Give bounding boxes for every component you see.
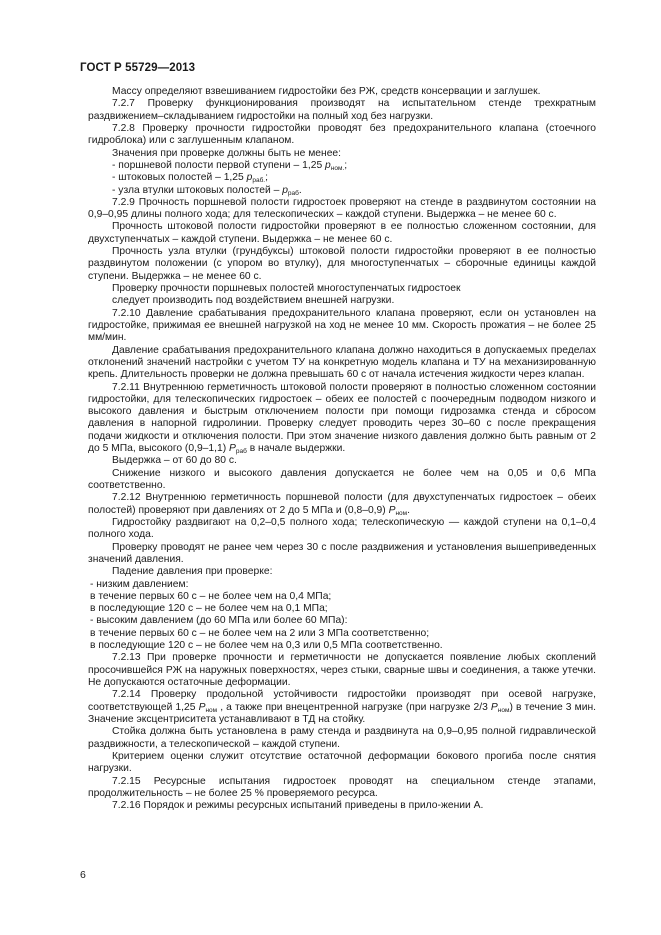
paragraph: Проверку проводят не ранее чем через 30 с после раздвижения и установления вышеприведенных значений давления. xyxy=(88,541,596,565)
list-item: в последующие 120 с – не более чем на 0,1 МПа; xyxy=(90,603,328,615)
list-item: - штоковых полостей – 1,25 $p_{раб.}$; xyxy=(112,172,268,185)
paragraph: Проверку прочности поршневых полостей многоступенчатых гидростоек xyxy=(112,283,461,294)
paragraph: Выдержка – от 60 до 80 с. xyxy=(112,455,237,467)
list-item: - высоким давлением (до 60 МПа или более 60 МПа): xyxy=(90,615,348,627)
paragraph: Прочность узла втулки (грундбуксы) штоковой полости гидростойки проверяют в ее полностью раздвинутом положении (с упором во втулку), для многоступенчатых – сборочные единицы каждой ступени. Выдержка – не менее 60 с. xyxy=(88,246,596,282)
clause-7-2-14: 7.2.14 Проверку продольной устойчивости гидростойки производят при осевой нагрузке, соответствующей 1,25 $P_{ном}$ , а также при внецентренной нагрузке (при нагрузке 2/3 $P_{ном}$) в течение 3 мин. Значение эксцентриситета устанавливают в ТД на стойку. xyxy=(88,689,596,725)
list-item: - низким давлением: xyxy=(90,578,189,590)
list-item: в последующие 120 с – не более чем на 0,3 или 0,5 МПа соответственно. xyxy=(90,640,443,652)
paragraph: Падение давления при проверке: xyxy=(112,566,273,578)
clause-7-2-9: 7.2.9 Прочность поршневой полости гидростоек проверяют на стенде в раздвинутом состоянии на 0,9–0,95 длины полного хода; для телескопических – каждой ступени. Выдержка – не менее 60 с. xyxy=(88,196,596,221)
clause-7-2-11: 7.2.11 Внутреннюю герметичность штоковой полости проверяют в полностью сложенном состоянии гидростойки, для телескопических гидростоек – обеих ее полостей с поочередным подводом низкого и высокого давления и быстрым отключением полости при помощи гидрозамка стенда и сбросом давления в напорной гидролинии. Проверку следует проводить через 30–60 с после прекращения подачи жидкости и отключения полости. При этом значение низкого давления должно быть равным от 2 до 5 МПа, высокого (0,9–1,1) $P_{раб}$ в начале выдержки. xyxy=(88,381,596,456)
paragraph: Прочность штоковой полости гидростойки проверяют в ее полностью сложенном состоянии, для двухступенчатых – каждой ступени. Выдержка – не менее 60 с. xyxy=(88,221,596,245)
page-number: 6 xyxy=(80,869,86,881)
clause-7-2-8: 7.2.8 Проверку прочности гидростойки проводят без предохранительного клапана (стоечного гидроблока) или с заглушенным клапаном. xyxy=(88,122,596,147)
paragraph: Стойка должна быть установлена в раму стенда и раздвинута на 0,9–0,95 полной гидравлической раздвижности, а телескопической – каждой ступени. xyxy=(88,726,596,750)
clause-7-2-12: 7.2.12 Внутреннюю герметичность поршневой полости (для двухступенчатых гидростоек – обеих полостей) проверяют при давлениях от 2 до 5 МПа и (0,8–0,9) $P_{ном}$. xyxy=(88,492,596,517)
paragraph: Давление срабатывания предохранительного клапана должно находиться в допускаемых пределах отклонений значений настройки с учетом ТУ на конкретную модель клапана и ТУ на механизированную крепь. Длительность проверки не должна превышать 60 с от начала истечения жидкости через клапан. xyxy=(88,344,596,381)
list-item: в течение первых 60 с – не более чем на 2 или 3 МПа соответственно; xyxy=(90,627,430,639)
clause-7-2-16: 7.2.16 Порядок и режимы ресурсных испытаний приведены в прило-жении А. xyxy=(112,800,484,812)
clause-7-2-15: 7.2.15 Ресурсные испытания гидростоек проводят на специальном стенде этапами, продолжительность – не более 25 % проверяемого ресурса. xyxy=(88,775,596,799)
list-item: - узла втулки штоковых полостей – $p_{раб}$. xyxy=(112,184,302,197)
paragraph: Снижение низкого и высокого давления допускается не более чем на 0,05 и 0,6 МПа соответственно. xyxy=(88,467,596,491)
paragraph: Значения при проверке должны быть не менее: xyxy=(112,147,342,159)
list-item: - поршневой полости первой ступени – 1,25 $p_{ном.}$; xyxy=(112,159,348,172)
clause-7-2-7: 7.2.7 Проверку функционирования производят на испытательном стенде трехкратным раздвижением–складыванием гидростойки на полный ход без нагрузки. xyxy=(88,98,596,122)
document-body xyxy=(88,86,596,812)
paragraph: следует производить под воздействием внешней нагрузки. xyxy=(112,295,395,307)
clause-7-2-13: 7.2.13 При проверке прочности и герметичности не допускается появление любых скоплений просочившейся РЖ на наружных поверхностях, через стыки, сварные швы и соединения, а также утечки. Не допускаются остаточные деформации. xyxy=(88,652,596,688)
list-item: в течение первых 60 с – не более чем на 0,4 МПа; xyxy=(90,590,332,602)
document-header: ГОСТ Р 55729—2013 xyxy=(80,62,196,74)
paragraph: Массу определяют взвешиванием гидростойки без РЖ, средств консервации и заглушек. xyxy=(112,86,541,97)
paragraph: Гидростойку раздвигают на 0,2–0,5 полного хода; телескопическую — каждой ступени на 0,1–0,4 полного хода. xyxy=(88,516,596,541)
clause-7-2-10: 7.2.10 Давление срабатывания предохранительного клапана проверяют, если он установлен на гидростойке, прижимая ее внешней нагрузкой на ход не менее 10 мм. Скорость прожатия – не более 25 мм/мин. xyxy=(88,307,596,344)
paragraph: Критерием оценки служит отсутствие остаточной деформации бокового прогиба после снятия нагрузки. xyxy=(88,750,596,775)
